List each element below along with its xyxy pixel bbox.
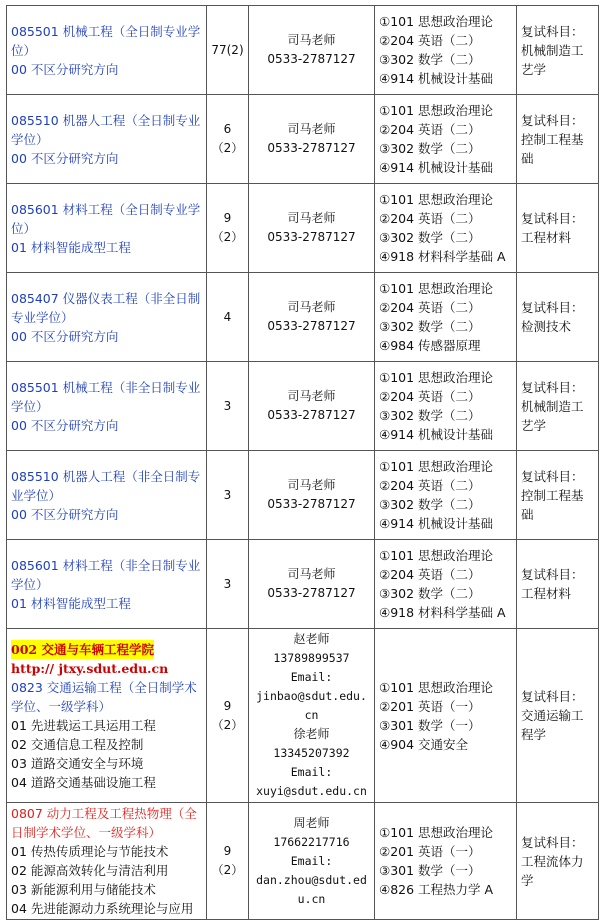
exam-subject: ①101 思想政治理论 <box>379 825 494 840</box>
contact-cell <box>249 362 375 451</box>
contact-name: 司马老师 <box>287 33 336 47</box>
exam-subject: ④984 传感器原理 <box>379 338 481 353</box>
exam-subject: ①101 思想政治理论 <box>379 192 494 207</box>
admissions-table-wrapper <box>6 5 598 920</box>
contact-phone: 0533-2787127 <box>267 230 356 244</box>
program-cell <box>7 362 207 451</box>
research-direction: 00 不区分研究方向 <box>11 506 119 522</box>
college-name: 002 交通与车辆工程学院 <box>11 641 154 657</box>
research-direction: 01 材料智能成型工程 <box>11 239 131 255</box>
retest-subject: 复试科目：检测技术 <box>517 273 599 362</box>
contact-cell <box>249 273 375 362</box>
contact-phone: 17662217716 <box>273 834 350 849</box>
retest-subject: 复试科目：控制工程基础 <box>517 451 599 540</box>
contact-phone: 0533-2787127 <box>267 497 356 511</box>
retest-subject: 复试科目：机械制造工艺学 <box>517 6 599 95</box>
table-row <box>7 451 599 540</box>
program-name: 085501 机械工程（非全日制专业学位） <box>11 379 201 414</box>
enrollment-quota: 9（2） <box>207 184 249 273</box>
exam-subject: ①101 思想政治理论 <box>379 103 494 118</box>
contact-name: 司马老师 <box>287 122 336 136</box>
exam-subject: ③302 数学（二） <box>379 230 481 245</box>
research-direction: 04 道路交通基础设施工程 <box>11 774 156 790</box>
contact-phone: 0533-2787127 <box>267 408 356 422</box>
research-direction: 00 不区分研究方向 <box>11 61 119 77</box>
exam-subject: ④826 工程热力学 A <box>379 882 494 897</box>
exam-subject: ①101 思想政治理论 <box>379 459 494 474</box>
table-row <box>7 540 599 629</box>
research-direction: 01 材料智能成型工程 <box>11 595 131 611</box>
program-name: 0823 交通运输工程（全日制学术学位、一级学科） <box>11 679 197 714</box>
exam-subject: ④918 材料科学基础 A <box>379 605 506 620</box>
enrollment-quota: 4 <box>207 273 249 362</box>
exam-subject: ①101 思想政治理论 <box>379 370 494 385</box>
exam-subject: ③302 数学（二） <box>379 497 481 512</box>
contact-email[interactable]: dan.zhou@sdut.edu.cn <box>256 872 367 906</box>
college-url-link[interactable]: http:// jtxy.sdut.edu.cn <box>11 660 169 676</box>
retest-subject: 复试科目：工程材料 <box>517 540 599 629</box>
program-name: 085510 机器人工程（非全日制专业学位） <box>11 468 201 503</box>
exam-subject: ③301 数学（一） <box>379 863 481 878</box>
exam-subject: ②204 英语（二） <box>379 211 481 226</box>
exam-subject: ③302 数学（二） <box>379 52 481 67</box>
exam-subject: ②204 英语（二） <box>379 33 481 48</box>
exam-subject: ③302 数学（二） <box>379 141 481 156</box>
research-direction: 01 传热传质理论与节能技术 <box>11 844 169 859</box>
research-direction: 02 交通信息工程及控制 <box>11 736 144 752</box>
contact-cell <box>249 6 375 95</box>
exam-subjects-cell <box>375 451 517 540</box>
exam-subject: ②204 英语（二） <box>379 389 481 404</box>
exam-subject: ④914 机械设计基础 <box>379 516 494 531</box>
research-direction: 04 先进能源动力系统理论与应用 <box>11 901 194 916</box>
research-direction: 00 不区分研究方向 <box>11 417 119 433</box>
exam-subjects-cell <box>375 6 517 95</box>
contact-name: 赵老师 <box>293 632 330 646</box>
contact-name: 司马老师 <box>287 211 336 225</box>
table-row <box>7 6 599 95</box>
exam-subjects-cell <box>375 273 517 362</box>
enrollment-quota: 9（2） <box>207 629 249 803</box>
table-row <box>7 273 599 362</box>
contact-phone: 0533-2787127 <box>267 319 356 333</box>
program-cell <box>7 273 207 362</box>
exam-subject: ①101 思想政治理论 <box>379 14 494 29</box>
exam-subject: ①101 思想政治理论 <box>379 548 494 563</box>
exam-subject: ③302 数学（二） <box>379 586 481 601</box>
exam-subject: ③301 数学（一） <box>379 717 481 733</box>
table-row <box>7 803 599 920</box>
enrollment-quota: 9（2） <box>207 803 249 920</box>
retest-subject: 复试科目：工程材料 <box>517 184 599 273</box>
exam-subject: ②201 英语（一） <box>379 844 481 859</box>
program-cell <box>7 95 207 184</box>
exam-subject: ①101 思想政治理论 <box>379 679 494 695</box>
table-row <box>7 95 599 184</box>
exam-subject: ②201 英语（一） <box>379 698 481 714</box>
exam-subject: ②204 英语（二） <box>379 478 481 493</box>
table-row <box>7 184 599 273</box>
exam-subjects-cell <box>375 540 517 629</box>
contact-email[interactable]: xuyi@sdut.edu.cn <box>256 784 367 798</box>
contact-cell <box>249 803 375 920</box>
program-name: 085407 仪器仪表工程（非全日制专业学位） <box>11 290 201 325</box>
exam-subject: ①101 思想政治理论 <box>379 281 494 296</box>
program-cell <box>7 803 207 920</box>
enrollment-quota: 3 <box>207 362 249 451</box>
table-row <box>7 629 599 803</box>
exam-subject: ②204 英语（二） <box>379 300 481 315</box>
contact-phone: 0533-2787127 <box>267 586 356 600</box>
retest-subject: 复试科目：交通运输工程学 <box>517 629 599 803</box>
program-cell <box>7 451 207 540</box>
contact-cell <box>249 95 375 184</box>
exam-subjects-cell <box>375 362 517 451</box>
contact-email[interactable]: jinbao@sdut.edu.cn <box>256 689 367 722</box>
contact-phone: 0533-2787127 <box>267 52 356 66</box>
contact-cell <box>249 184 375 273</box>
contact-cell <box>249 540 375 629</box>
research-direction: 01 先进载运工具运用工程 <box>11 717 156 733</box>
contact-cell <box>249 451 375 540</box>
table-row <box>7 362 599 451</box>
exam-subject: ④914 机械设计基础 <box>379 427 494 442</box>
enrollment-quota: 6（2） <box>207 95 249 184</box>
program-cell <box>7 629 207 803</box>
research-direction: 03 新能源利用与储能技术 <box>11 882 156 897</box>
program-name: 085601 材料工程（非全日制专业学位） <box>11 557 201 592</box>
retest-subject: 复试科目：控制工程基础 <box>517 95 599 184</box>
enrollment-quota: 3 <box>207 540 249 629</box>
program-name: 0807 动力工程及工程热物理（全日制学术学位、一级学科） <box>11 806 197 840</box>
email-label: Email: <box>290 765 333 779</box>
contact-name: 司马老师 <box>287 300 336 314</box>
enrollment-quota: 3 <box>207 451 249 540</box>
research-direction: 00 不区分研究方向 <box>11 328 119 344</box>
exam-subjects-cell <box>375 803 517 920</box>
program-cell <box>7 184 207 273</box>
research-direction: 00 不区分研究方向 <box>11 150 119 166</box>
research-direction: 02 能源高效转化与清洁利用 <box>11 863 169 878</box>
exam-subjects-cell <box>375 95 517 184</box>
contact-phone: 13345207392 <box>273 746 350 760</box>
contact-name: 司马老师 <box>287 478 336 492</box>
admissions-table <box>6 5 599 920</box>
contact-phone: 13789899537 <box>273 651 350 665</box>
exam-subject: ②204 英语（二） <box>379 122 481 137</box>
contact-name: 司马老师 <box>287 389 336 403</box>
exam-subject: ④914 机械设计基础 <box>379 160 494 175</box>
enrollment-quota: 77(2) <box>207 6 249 95</box>
contact-name: 周老师 <box>293 815 330 830</box>
exam-subjects-cell <box>375 184 517 273</box>
program-name: 085510 机器人工程（全日制专业学位） <box>11 112 201 147</box>
contact-cell <box>249 629 375 803</box>
program-name: 085501 机械工程（全日制专业学位） <box>11 23 201 58</box>
program-name: 085601 材料工程（全日制专业学位） <box>11 201 201 236</box>
exam-subject: ④918 材料科学基础 A <box>379 249 506 264</box>
retest-subject: 复试科目：工程流体力学 <box>517 803 599 920</box>
email-label: Email: <box>290 670 333 684</box>
program-cell <box>7 540 207 629</box>
retest-subject: 复试科目：机械制造工艺学 <box>517 362 599 451</box>
exam-subject: ③302 数学（二） <box>379 408 481 423</box>
contact-phone: 0533-2787127 <box>267 141 356 155</box>
program-cell <box>7 6 207 95</box>
contact-name: 司马老师 <box>287 567 336 581</box>
exam-subject: ②204 英语（二） <box>379 567 481 582</box>
research-direction: 03 道路交通安全与环境 <box>11 755 144 771</box>
exam-subjects-cell <box>375 629 517 803</box>
exam-subject: ④914 机械设计基础 <box>379 71 494 86</box>
exam-subject: ③302 数学（二） <box>379 319 481 334</box>
email-label: Email: <box>290 853 333 868</box>
exam-subject: ④904 交通安全 <box>379 736 469 752</box>
contact-name: 徐老师 <box>293 727 330 741</box>
